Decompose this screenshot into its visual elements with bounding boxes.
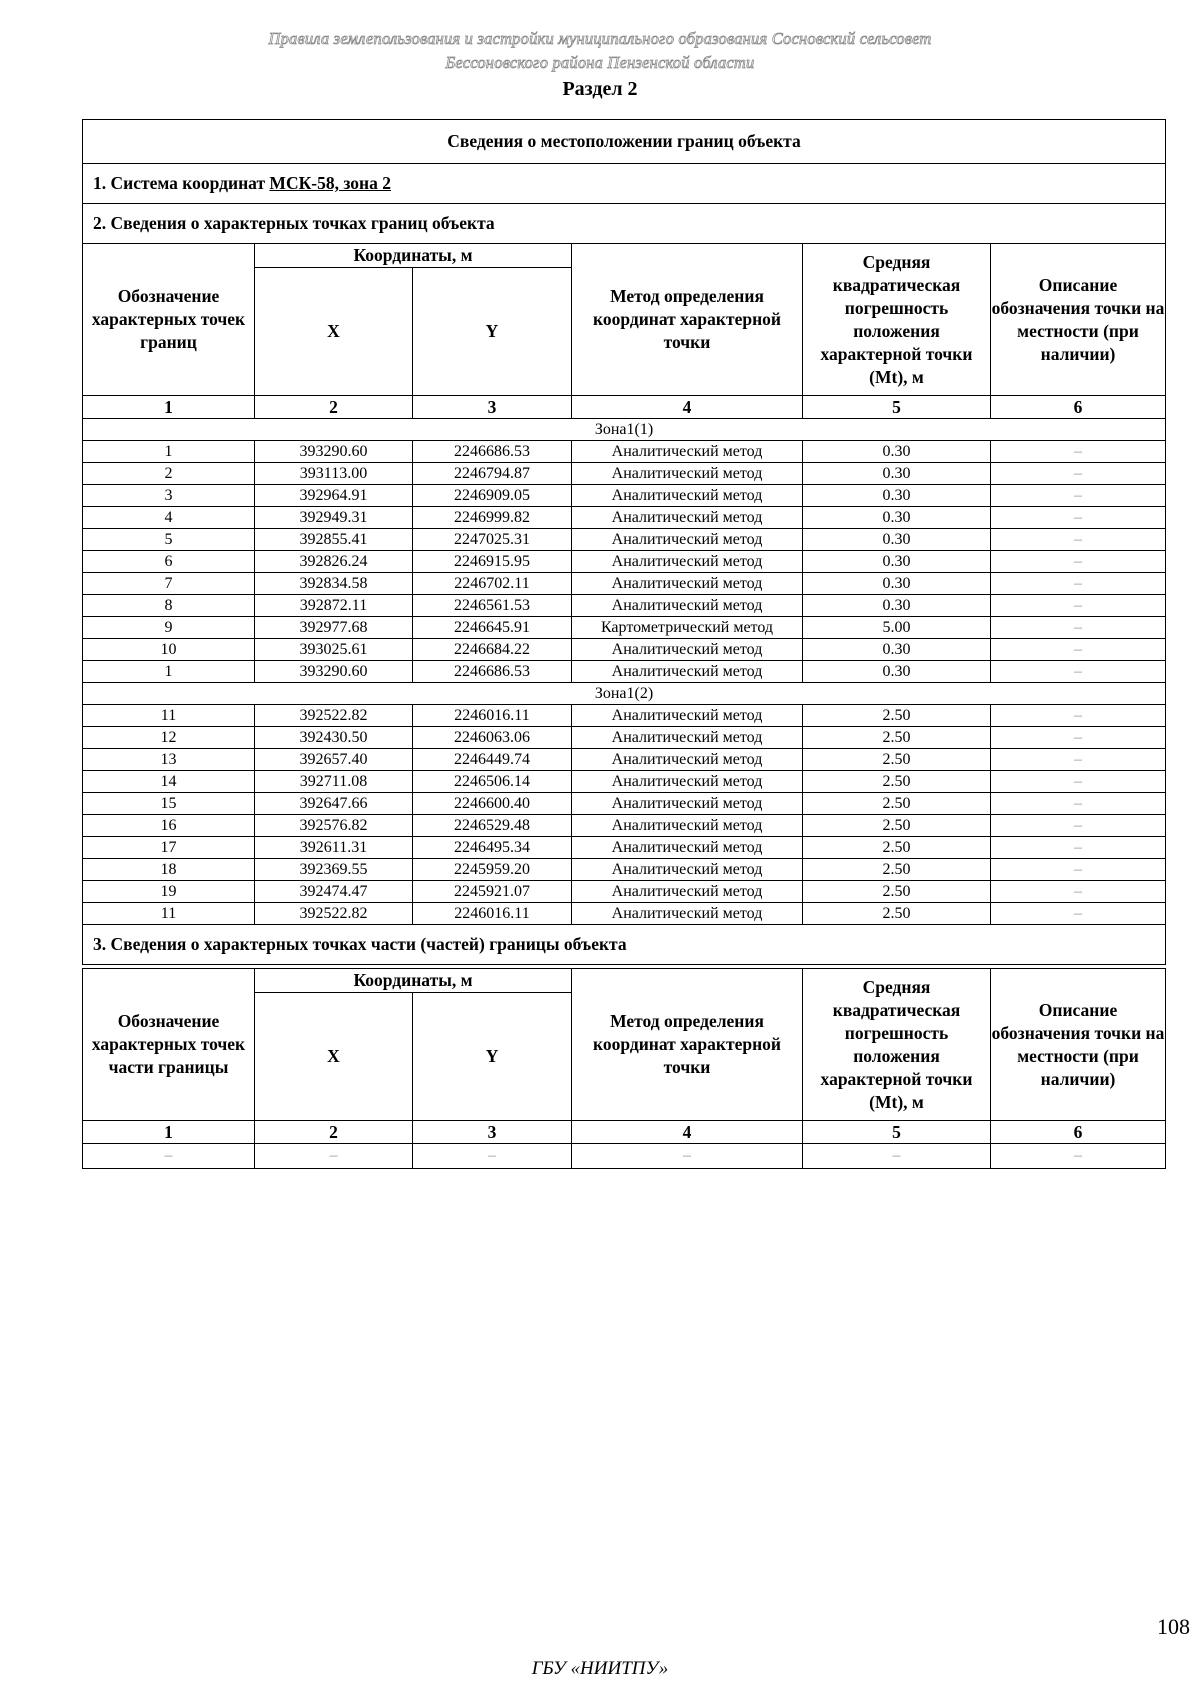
table-row: [83, 441, 1166, 463]
point-id: 12: [83, 727, 255, 749]
method: Аналитический метод: [572, 463, 803, 485]
table-row: [83, 595, 1166, 617]
description: –: [991, 881, 1166, 903]
description: –: [991, 859, 1166, 881]
parts-cell: –: [572, 1144, 803, 1169]
column-number: 3: [413, 396, 572, 419]
coord-x: 392576.82: [255, 815, 413, 837]
table-row: [83, 815, 1166, 837]
error: 2.50: [803, 771, 991, 793]
point-id: 18: [83, 859, 255, 881]
coord-x: 392834.58: [255, 573, 413, 595]
coord-x: 392430.50: [255, 727, 413, 749]
header-x: X: [255, 268, 413, 396]
description: –: [991, 551, 1166, 573]
coord-x: 392711.08: [255, 771, 413, 793]
table-row: [83, 903, 1166, 925]
coord-x: 392855.41: [255, 529, 413, 551]
description: –: [991, 793, 1166, 815]
method: Аналитический метод: [572, 837, 803, 859]
error: 0.30: [803, 661, 991, 683]
coord-x: 393025.61: [255, 639, 413, 661]
point-id: 11: [83, 705, 255, 727]
description: –: [991, 837, 1166, 859]
coord-y: 2246506.14: [413, 771, 572, 793]
method: Аналитический метод: [572, 595, 803, 617]
coord-y: 2246449.74: [413, 749, 572, 771]
point-id: 11: [83, 903, 255, 925]
point-id: 16: [83, 815, 255, 837]
parts-cell: –: [413, 1144, 572, 1169]
error: 2.50: [803, 881, 991, 903]
method: Аналитический метод: [572, 573, 803, 595]
running-header-line-1: Правила землепользования и застройки муниципального образования Сосновский сельсовет: [268, 29, 932, 48]
description: –: [991, 771, 1166, 793]
description: –: [991, 507, 1166, 529]
page-number: 108: [1157, 1614, 1190, 1639]
header-y: Y: [413, 268, 572, 396]
point-id: 8: [83, 595, 255, 617]
coord-y: 2246999.82: [413, 507, 572, 529]
error: 2.50: [803, 749, 991, 771]
parts-header-method: Метод определения координат характерной точки: [572, 969, 803, 1121]
coord-x: 392369.55: [255, 859, 413, 881]
error: 0.30: [803, 485, 991, 507]
method: Аналитический метод: [572, 507, 803, 529]
description: –: [991, 595, 1166, 617]
table-row: [83, 859, 1166, 881]
point-id: 1: [83, 441, 255, 463]
table-row: [83, 793, 1166, 815]
point-id: 19: [83, 881, 255, 903]
description: –: [991, 903, 1166, 925]
method: Аналитический метод: [572, 903, 803, 925]
point-id: 5: [83, 529, 255, 551]
parts-column-numbers-row: [83, 1121, 1166, 1144]
column-numbers-row: [83, 396, 1166, 419]
column-number: 1: [83, 396, 255, 419]
method: Аналитический метод: [572, 551, 803, 573]
parts-cell: –: [803, 1144, 991, 1169]
coord-y: 2246561.53: [413, 595, 572, 617]
parts-header-error: Средняя квадратическая погрешность положения характерной точки (Mt), м: [803, 969, 991, 1121]
table-row: [83, 881, 1166, 903]
coord-x: 392522.82: [255, 903, 413, 925]
error: 2.50: [803, 859, 991, 881]
column-number: 6: [991, 396, 1166, 419]
coord-y: 2245959.20: [413, 859, 572, 881]
method: Аналитический метод: [572, 705, 803, 727]
error: 0.30: [803, 639, 991, 661]
error: 0.30: [803, 507, 991, 529]
parts-header-coords: Координаты, м: [255, 969, 572, 993]
error: 5.00: [803, 617, 991, 639]
point-id: 17: [83, 837, 255, 859]
coord-y: 2246063.06: [413, 727, 572, 749]
method: Аналитический метод: [572, 859, 803, 881]
table-title: Сведения о местоположении границ объекта: [83, 120, 1166, 164]
method: Аналитический метод: [572, 815, 803, 837]
column-number: 2: [255, 396, 413, 419]
method: Картометрический метод: [572, 617, 803, 639]
parts-cell: –: [991, 1144, 1166, 1169]
error: 2.50: [803, 793, 991, 815]
method: Аналитический метод: [572, 441, 803, 463]
method: Аналитический метод: [572, 727, 803, 749]
column-number: 3: [413, 1121, 572, 1144]
coord-x: 392474.47: [255, 881, 413, 903]
page-footer: ГБУ «НИИТПУ»: [531, 1658, 669, 1679]
error: 2.50: [803, 815, 991, 837]
coord-x: 392964.91: [255, 485, 413, 507]
table-row: [83, 727, 1166, 749]
parts-header-designation: Обозначение характерных точек части границы: [83, 969, 255, 1121]
coord-x: 392611.31: [255, 837, 413, 859]
zone-label: Зона1(2): [83, 683, 1166, 705]
description: –: [991, 485, 1166, 507]
method: Аналитический метод: [572, 793, 803, 815]
description: –: [991, 463, 1166, 485]
zone-row: [83, 683, 1166, 705]
table-row: [83, 573, 1166, 595]
description: –: [991, 573, 1166, 595]
method: Аналитический метод: [572, 881, 803, 903]
header-designation: Обозначение характерных точек границ: [83, 244, 255, 396]
point-id: 9: [83, 617, 255, 639]
coord-y: 2246529.48: [413, 815, 572, 837]
point-id: 2: [83, 463, 255, 485]
table-row: [83, 661, 1166, 683]
coord-y: 2246645.91: [413, 617, 572, 639]
coord-x: 392647.66: [255, 793, 413, 815]
error: 0.30: [803, 441, 991, 463]
point-id: 14: [83, 771, 255, 793]
parts-table: [82, 968, 1166, 1169]
point-id: 3: [83, 485, 255, 507]
coord-x: 392872.11: [255, 595, 413, 617]
parts-header-y: Y: [413, 993, 572, 1121]
coord-system-value: МСК-58, зона 2: [269, 173, 391, 193]
table-row: [83, 771, 1166, 793]
coord-y: 2246686.53: [413, 661, 572, 683]
table-row: [83, 617, 1166, 639]
table-row: [83, 551, 1166, 573]
header-coords: Координаты, м: [255, 244, 572, 268]
column-number: 5: [803, 396, 991, 419]
method: Аналитический метод: [572, 749, 803, 771]
table-row: [83, 639, 1166, 661]
point-id: 15: [83, 793, 255, 815]
error: 0.30: [803, 551, 991, 573]
coord-y: 2246794.87: [413, 463, 572, 485]
description: –: [991, 529, 1166, 551]
point-id: 10: [83, 639, 255, 661]
column-number: 4: [572, 396, 803, 419]
description: –: [991, 639, 1166, 661]
coord-system-row: [83, 164, 1166, 204]
coord-y: 2246016.11: [413, 705, 572, 727]
header-method: Метод определения координат характерной точки: [572, 244, 803, 396]
header-error: Средняя квадратическая погрешность положения характерной точки (Mt), м: [803, 244, 991, 396]
coord-x: 393290.60: [255, 661, 413, 683]
method: Аналитический метод: [572, 771, 803, 793]
coord-y: 2247025.31: [413, 529, 572, 551]
point-id: 4: [83, 507, 255, 529]
coord-x: 393290.60: [255, 441, 413, 463]
point-id: 1: [83, 661, 255, 683]
coord-x: 392657.40: [255, 749, 413, 771]
table-row: [83, 837, 1166, 859]
method: Аналитический метод: [572, 529, 803, 551]
column-number: 4: [572, 1121, 803, 1144]
description: –: [991, 705, 1166, 727]
coord-x: 392949.31: [255, 507, 413, 529]
error: 2.50: [803, 903, 991, 925]
coord-y: 2246600.40: [413, 793, 572, 815]
coord-y: 2246702.11: [413, 573, 572, 595]
boundary-table: [82, 119, 1166, 965]
points-section-title: 2. Сведения о характерных точках границ объекта: [83, 204, 1166, 244]
coord-y: 2246686.53: [413, 441, 572, 463]
table-row: [83, 749, 1166, 771]
coord-x: 392522.82: [255, 705, 413, 727]
parts-header-x: X: [255, 993, 413, 1121]
coord-y: 2245921.07: [413, 881, 572, 903]
error: 2.50: [803, 727, 991, 749]
parts-cell: –: [255, 1144, 413, 1169]
column-number: 1: [83, 1121, 255, 1144]
table-row: [83, 529, 1166, 551]
description: –: [991, 617, 1166, 639]
table-row: [83, 705, 1166, 727]
point-id: 7: [83, 573, 255, 595]
coord-x: 393113.00: [255, 463, 413, 485]
error: 2.50: [803, 705, 991, 727]
coord-y: 2246684.22: [413, 639, 572, 661]
description: –: [991, 661, 1166, 683]
zone-label: Зона1(1): [83, 419, 1166, 441]
description: –: [991, 441, 1166, 463]
error: 0.30: [803, 595, 991, 617]
coord-x: 392977.68: [255, 617, 413, 639]
table-row: [83, 507, 1166, 529]
coord-system-label: 1. Система координат: [93, 173, 270, 193]
description: –: [991, 749, 1166, 771]
coord-y: 2246909.05: [413, 485, 572, 507]
header-description: Описание обозначения точки на местности (при наличии): [991, 244, 1166, 396]
table-row: [83, 485, 1166, 507]
parts-header-description: Описание обозначения точки на местности (при наличии): [991, 969, 1166, 1121]
parts-section-title: 3. Сведения о характерных точках части (частей) границы объекта: [83, 925, 1166, 965]
table-row: [83, 463, 1166, 485]
table-row: [83, 1144, 1166, 1169]
section-title: Раздел 2: [562, 78, 638, 100]
point-id: 6: [83, 551, 255, 573]
error: 2.50: [803, 837, 991, 859]
method: Аналитический метод: [572, 639, 803, 661]
description: –: [991, 815, 1166, 837]
parts-cell: –: [83, 1144, 255, 1169]
column-number: 2: [255, 1121, 413, 1144]
error: 0.30: [803, 463, 991, 485]
error: 0.30: [803, 573, 991, 595]
coord-y: 2246016.11: [413, 903, 572, 925]
description: –: [991, 727, 1166, 749]
column-number: 5: [803, 1121, 991, 1144]
coord-y: 2246915.95: [413, 551, 572, 573]
running-header-line-2: Бессоновского района Пензенской области: [445, 53, 755, 72]
point-id: 13: [83, 749, 255, 771]
method: Аналитический метод: [572, 661, 803, 683]
zone-row: [83, 419, 1166, 441]
coord-y: 2246495.34: [413, 837, 572, 859]
coord-x: 392826.24: [255, 551, 413, 573]
column-number: 6: [991, 1121, 1166, 1144]
error: 0.30: [803, 529, 991, 551]
method: Аналитический метод: [572, 485, 803, 507]
